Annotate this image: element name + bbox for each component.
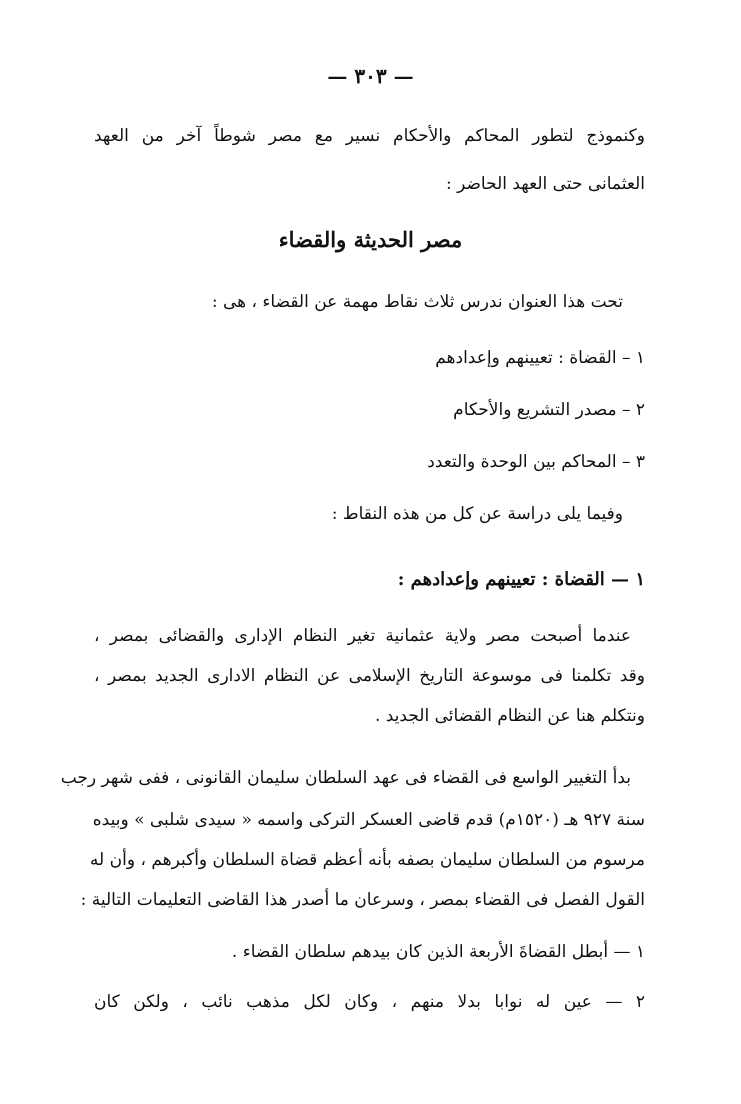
list-item-2: ٢ — عين له نوابا بدلا منهم ، وكان لكل مذهب نائب ، ولكن كان <box>94 992 645 1012</box>
subsection-title: ١ — القضاة : تعيينهم وإعدادهم : <box>397 569 645 590</box>
intro-line-1: وكنموذج لتطور المحاكم والأحكام نسير مع مصر شوطاً آخر من العهد <box>94 126 645 146</box>
point-item-1: ١ – القضاة : تعيينهم وإعدادهم <box>435 348 645 368</box>
point-item-2: ٢ – مصدر التشريع والأحكام <box>453 400 645 420</box>
para2-line-2: سنة ٩٢٧ هـ (١٥٢٠م) قدم قاضى العسكر التركى واسمه « سيدى شلبى » وبيده <box>92 810 645 830</box>
section-heading: مصر الحديثة والقضاء <box>278 227 463 252</box>
para2-line-1: بدأ التغيير الواسع فى القضاء فى عهد السلطان سليمان القانونى ، ففى شهر رجب <box>60 768 631 788</box>
para2-line-3: مرسوم من السلطان سليمان بصفه بأنه أعظم قضاة السلطان وأكبرهم ، وأن له <box>89 850 645 870</box>
intro-line-2: العثمانى حتى العهد الحاضر : <box>445 174 645 194</box>
list-item-1: ١ — أبطل القضاةَ الأربعة الذين كان بيدهم سلطان القضاء . <box>231 942 645 962</box>
para1-line-1: عندما أصبحت مصر ولاية عثمانية تغير النظام الإدارى والقضائى بمصر ، <box>94 626 631 646</box>
para1-line-2: وقد تكلمنا فى موسوعة التاريخ الإسلامى عن النظام الادارى الجديد بمصر ، <box>94 666 645 686</box>
points-intro: تحت هذا العنوان ندرس ثلاث نقاط مهمة عن القضاء ، هى : <box>211 292 623 312</box>
points-outro: وفيما يلى دراسة عن كل من هذه النقاط : <box>331 504 623 524</box>
para1-line-3: ونتكلم هنا عن النظام القضائى الجديد . <box>374 706 645 726</box>
para2-line-4: القول الفصل فى القضاء بمصر ، وسرعان ما أصدر هذا القاضى التعليمات التالية : <box>80 890 645 910</box>
page-number: — ٣٠٣ — <box>327 64 414 88</box>
point-item-3: ٣ – المحاكم بين الوحدة والتعدد <box>427 452 645 472</box>
